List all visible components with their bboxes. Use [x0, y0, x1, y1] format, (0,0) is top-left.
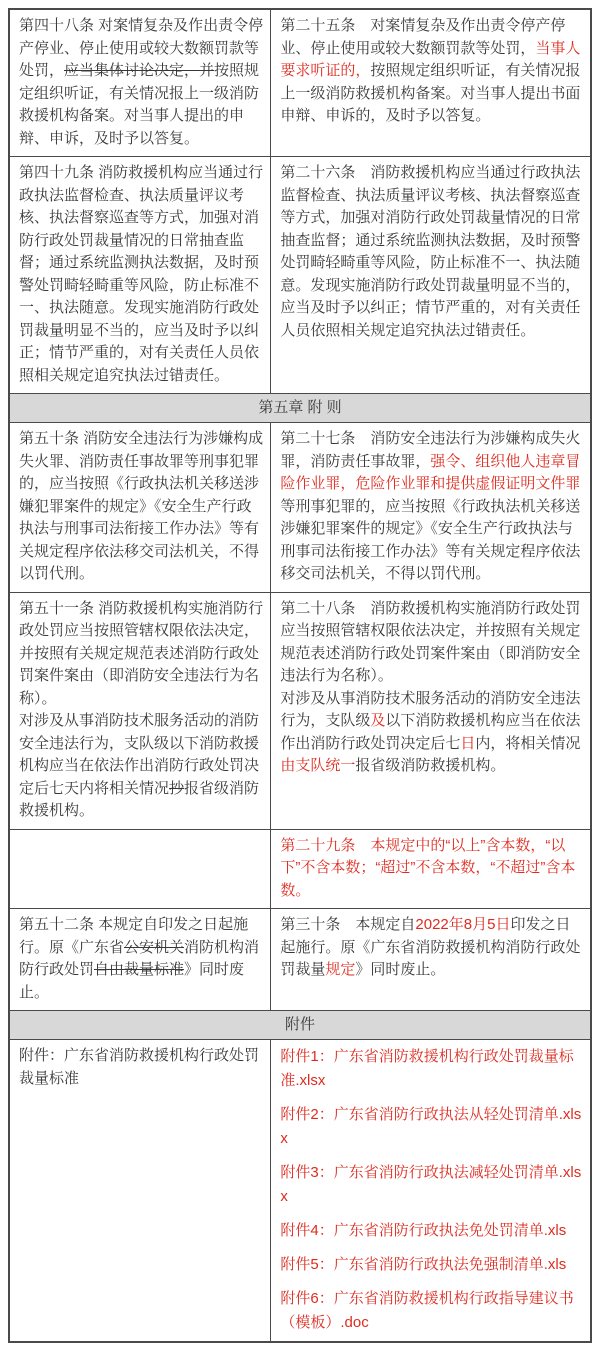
paragraph [280, 162, 583, 342]
old-regulation-cell [9, 909, 271, 1011]
text-run: 第四十九条 消防救援机构应当通过行政执法监督检查、执法质量评议考核、执法督察巡查等方式，加强对消防行政处罚裁量情况的日常抽查监督；通过系统监测执法数据，及时预警处罚畸轻畸重等风险，防止标准不一、执法随意。发现实施消防行政处罚裁量明显不当的，应当及时予以纠正；情节严重的，对有关责任人员依照相关规定追究执法过错责任。 [19, 164, 264, 384]
paragraph [19, 710, 263, 823]
added-text: 附件1：广东省消防救援机构行政处罚裁量标准.xlsx [280, 1048, 574, 1089]
text-run: 第三十条 本规定自 [280, 916, 416, 933]
old-regulation-cell [9, 829, 271, 909]
paragraph [280, 15, 583, 128]
paragraph [19, 914, 263, 1004]
paragraph [280, 835, 583, 903]
section-row [9, 1011, 591, 1040]
paragraph [19, 428, 263, 586]
paragraph [280, 428, 583, 586]
text-run: 印发之日起施行。原《广东省消防救援机构消防行政处罚裁量 [280, 916, 581, 978]
section-row [9, 394, 591, 423]
comparison-row [9, 157, 591, 394]
paragraph [280, 1161, 583, 1209]
comparison-row [9, 592, 591, 829]
paragraph [19, 15, 263, 150]
new-regulation-cell [271, 1040, 591, 1343]
paragraph [19, 162, 263, 387]
new-regulation-cell [271, 829, 591, 909]
paragraph [280, 1287, 583, 1335]
old-regulation-cell [9, 592, 271, 829]
deleted-text: 应当集体讨论决定，并 [64, 62, 215, 79]
text-run: 按照规定组织听证，有关情况报上一级消防救援机构备案。对当事人提出书面申辩、申诉的，及时予以答复。 [280, 62, 581, 124]
text-run: 附件：广东省消防救援机构行政处罚裁量标准 [19, 1047, 260, 1087]
new-regulation-cell [271, 9, 591, 157]
text-run: 以下消防救援机构应当在依法作出消防行政处罚决定后七 [280, 712, 581, 752]
comparison-row [9, 423, 591, 593]
text-run: 第五十一条 消防救援机构实施消防行政处罚应当按照管辖权限依法决定，并按照有关规定规范表述消防行政处罚案件案由（即消防安全违法行为名称）。 [19, 599, 264, 707]
text-run: 第五十条 消防安全违法行为涉嫌构成失火罪、消防责任事故罪等刑事犯罪的，应当按照《行政执法机关移送涉嫌犯罪案件的规定》《安全生产行政执法与刑事司法衔接工作办法》等有关规定程序依法移交司法机关，不得以罚代刑。 [19, 430, 264, 582]
text-run: 第五十二条 本规定自印发之日起施行。原《广东省 [19, 916, 249, 956]
new-regulation-cell [271, 592, 591, 829]
paragraph [280, 1219, 583, 1243]
paragraph [280, 1253, 583, 1277]
added-text: 日 [460, 734, 476, 752]
added-text: 附件3：广东省消防行政执法减轻处罚清单.xlsx [280, 1164, 582, 1205]
added-text: 由支队统一 [280, 757, 356, 774]
section-header: 第五章 附 则 [9, 394, 591, 423]
added-text: 第二十九条 本规定中的“以上”含本数，“以下”不含本数；“超过”不含本数，“不超过”含本数。 [280, 836, 576, 899]
text-run: 对涉及从事消防技术服务活动的消防安全违法行为，支队级 [280, 689, 581, 729]
regulation-comparison-table [8, 8, 592, 1343]
paragraph [280, 914, 583, 982]
text-run: 报省级消防救援机构。 [355, 757, 506, 774]
text-run: 第二十五条 对案情复杂及作出责令停产停业、停止使用或较大数额罚款等处罚， [280, 17, 566, 57]
comparison-row [9, 909, 591, 1011]
paragraph [280, 598, 583, 688]
regulation-table-body [9, 9, 591, 1342]
comparison-row [9, 1040, 591, 1343]
old-regulation-cell [9, 157, 271, 394]
added-text: 及 [370, 712, 386, 729]
text-run: 》同时废止。 [19, 961, 245, 1001]
text-run: 按照规定组织听证，有关情况报上一级消防救援机构备案。对当事人提出的申辩、申诉，及时予以答复。 [19, 62, 260, 147]
text-run: 第四十八条 对案情复杂及作出责令停产停业、停止使用或较大数额罚款等处罚， [19, 17, 264, 79]
added-text: 附件5：广东省消防行政执法免强制清单.xls [280, 1256, 567, 1273]
added-text: 当事人要求听证的， [280, 39, 581, 79]
old-regulation-cell [9, 9, 271, 157]
text-run: 第二十六条 消防救援机构应当通过行政执法监督检查、执法质量评议考核、执法督察巡查等方式，加强对消防行政处罚裁量情况的日常抽查监督；通过系统监测执法数据，及时预警处罚畸轻畸重等风险，防止标准不一、执法随意。发现实施消防行政处罚裁量明显不当的，应当及时予以纠正；情节严重的，对有关责任人员依照相关规定追究执法过错责任。 [280, 164, 581, 339]
paragraph [19, 598, 263, 711]
text-run: 报省级消防救援机构。 [19, 779, 260, 819]
paragraph [280, 1103, 583, 1151]
comparison-row [9, 829, 591, 909]
deleted-text: 公安机关 [124, 938, 185, 956]
text-run: 第二十八条 消防救援机构实施消防行政处罚应当按照管辖权限依法决定，并按照有关规定规范表述消防行政处罚案件案由（即消防安全违法行为名称）。 [280, 599, 581, 684]
old-regulation-cell [9, 1040, 271, 1343]
new-regulation-cell [271, 157, 591, 394]
added-text: 附件4：广东省消防行政执法免处罚清单.xls [280, 1222, 567, 1239]
added-text: 强令、组织他人违章冒险作业罪，危险作业罪和提供虚假证明文件罪 [280, 452, 581, 492]
text-run: 》同时废止。 [355, 961, 446, 978]
added-text: 附件6：广东省消防救援机构行政指导建议书（模板）.doc [280, 1290, 574, 1331]
added-text: 2022年8月5日 [415, 916, 511, 933]
paragraph [19, 1045, 263, 1090]
comparison-row [9, 9, 591, 157]
text-run: 等刑事犯罪的，应当按照《行政执法机关移送涉嫌犯罪案件的规定》《安全生产行政执法与刑事司法衔接工作办法》等有关规定程序依法移交司法机关，不得以罚代刑。 [280, 497, 581, 582]
new-regulation-cell [271, 423, 591, 593]
section-header: 附件 [9, 1011, 591, 1040]
text-run: 第二十七条 消防安全违法行为涉嫌构成失火罪，消防责任事故罪， [280, 430, 581, 470]
text-run: 消防机构消防行政处罚 [19, 938, 260, 978]
added-text: 附件2：广东省消防行政执法从轻处罚清单.xlsx [280, 1106, 582, 1147]
text-run: 对涉及从事消防技术服务活动的消防安全违法行为，支队级以下消防救援机构应当在依法作出消防行政处罚决定后七天内将相关情况 [19, 712, 260, 797]
deleted-text: 抄 [169, 779, 185, 797]
paragraph [280, 1045, 583, 1093]
text-run: 内，将相关情况 [475, 734, 581, 752]
deleted-text: 自由裁量标准 [94, 961, 185, 978]
paragraph [280, 688, 583, 778]
added-text: 规定 [325, 961, 356, 978]
old-regulation-cell [9, 423, 271, 593]
new-regulation-cell [271, 909, 591, 1011]
